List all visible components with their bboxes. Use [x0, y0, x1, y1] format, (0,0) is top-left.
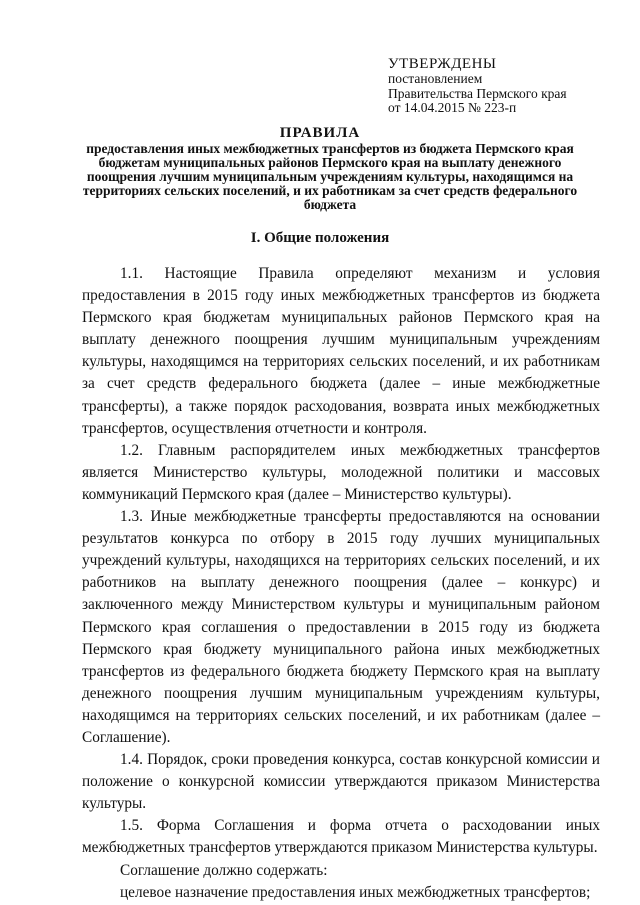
- paragraph-1-1: 1.1. Настоящие Правила определяют механизм и условия предоставления в 2015 году иных межбюджетных трансфертов из бюджета Пермского края бюджетам муниципальных районов Пермского края на выплату денежного поощрения лучшим муниципальным учреждениям культуры, находящимся на территориях сельских поселений, и их работникам за счет средств федерального бюджета (далее – иные межбюджетные трансферты), а также порядок расходования, возврата иных межбюджетных трансфертов, осуществления отчетности и контроля.: [82, 265, 600, 437]
- section-title: I. Общие положения: [250, 230, 390, 246]
- approval-heading: УТВЕРЖДЕНЫ: [388, 56, 497, 72]
- approval-stamp: [388, 56, 567, 116]
- approval-line-2: Правительства Пермского края: [388, 85, 567, 101]
- paragraph-1-3: 1.3. Иные межбюджетные трансферты предоставляются на основании результатов конкурса по отбору в 2015 году лучших муниципальных учреждений культуры, находящихся на территориях сельских поселений, и их работников на выплату денежного поощрения (далее – конкурс) и заключенного между Министерством культуры и муниципальным районом Пермского края соглашения о предоставлении в 2015 году из бюджета Пермского края бюджету муниципального района иных межбюджетных трансфертов из федерального бюджета бюджету Пермского края на выплату денежного поощрения лучшим муниципальным учреждениям культуры, находящимся на территориях сельских поселений, и их работникам (далее – Соглашение).: [82, 508, 600, 746]
- paragraph-1-5: 1.5. Форма Соглашения и форма отчета о расходовании иных межбюджетных трансфертов утверждаются приказом Министерства культуры.: [82, 817, 600, 857]
- paragraph-1-4: 1.4. Порядок, сроки проведения конкурса, состав конкурсной комиссии и положение о конкурсной комиссии утверждаются приказом Министерства культуры.: [82, 751, 600, 813]
- document-subtitle: предоставления иных межбюджетных трансфертов из бюджета Пермского края бюджетам муниципальных районов Пермского края на выплату денежного поощрения лучшим муниципальным учреждениям культуры, находящимся на территориях сельских поселений, и их работникам за счет средств федерального бюджета: [82, 141, 578, 212]
- paragraph-agreement-intro: Соглашение должно содержать:: [120, 861, 328, 879]
- paragraph-agreement-item: целевое назначение предоставления иных межбюджетных трансфертов;: [120, 883, 591, 901]
- body-text: [82, 263, 600, 904]
- paragraph-1-2: 1.2. Главным распорядителем иных межбюджетных трансфертов является Министерство культуры, молодежной политики и массовых коммуникаций Пермского края (далее – Министерство культуры).: [82, 441, 600, 503]
- document-title: ПРАВИЛА: [279, 125, 361, 141]
- approval-line-3: от 14.04.2015 № 223-п: [388, 100, 517, 115]
- approval-line-1: постановлением: [388, 71, 483, 86]
